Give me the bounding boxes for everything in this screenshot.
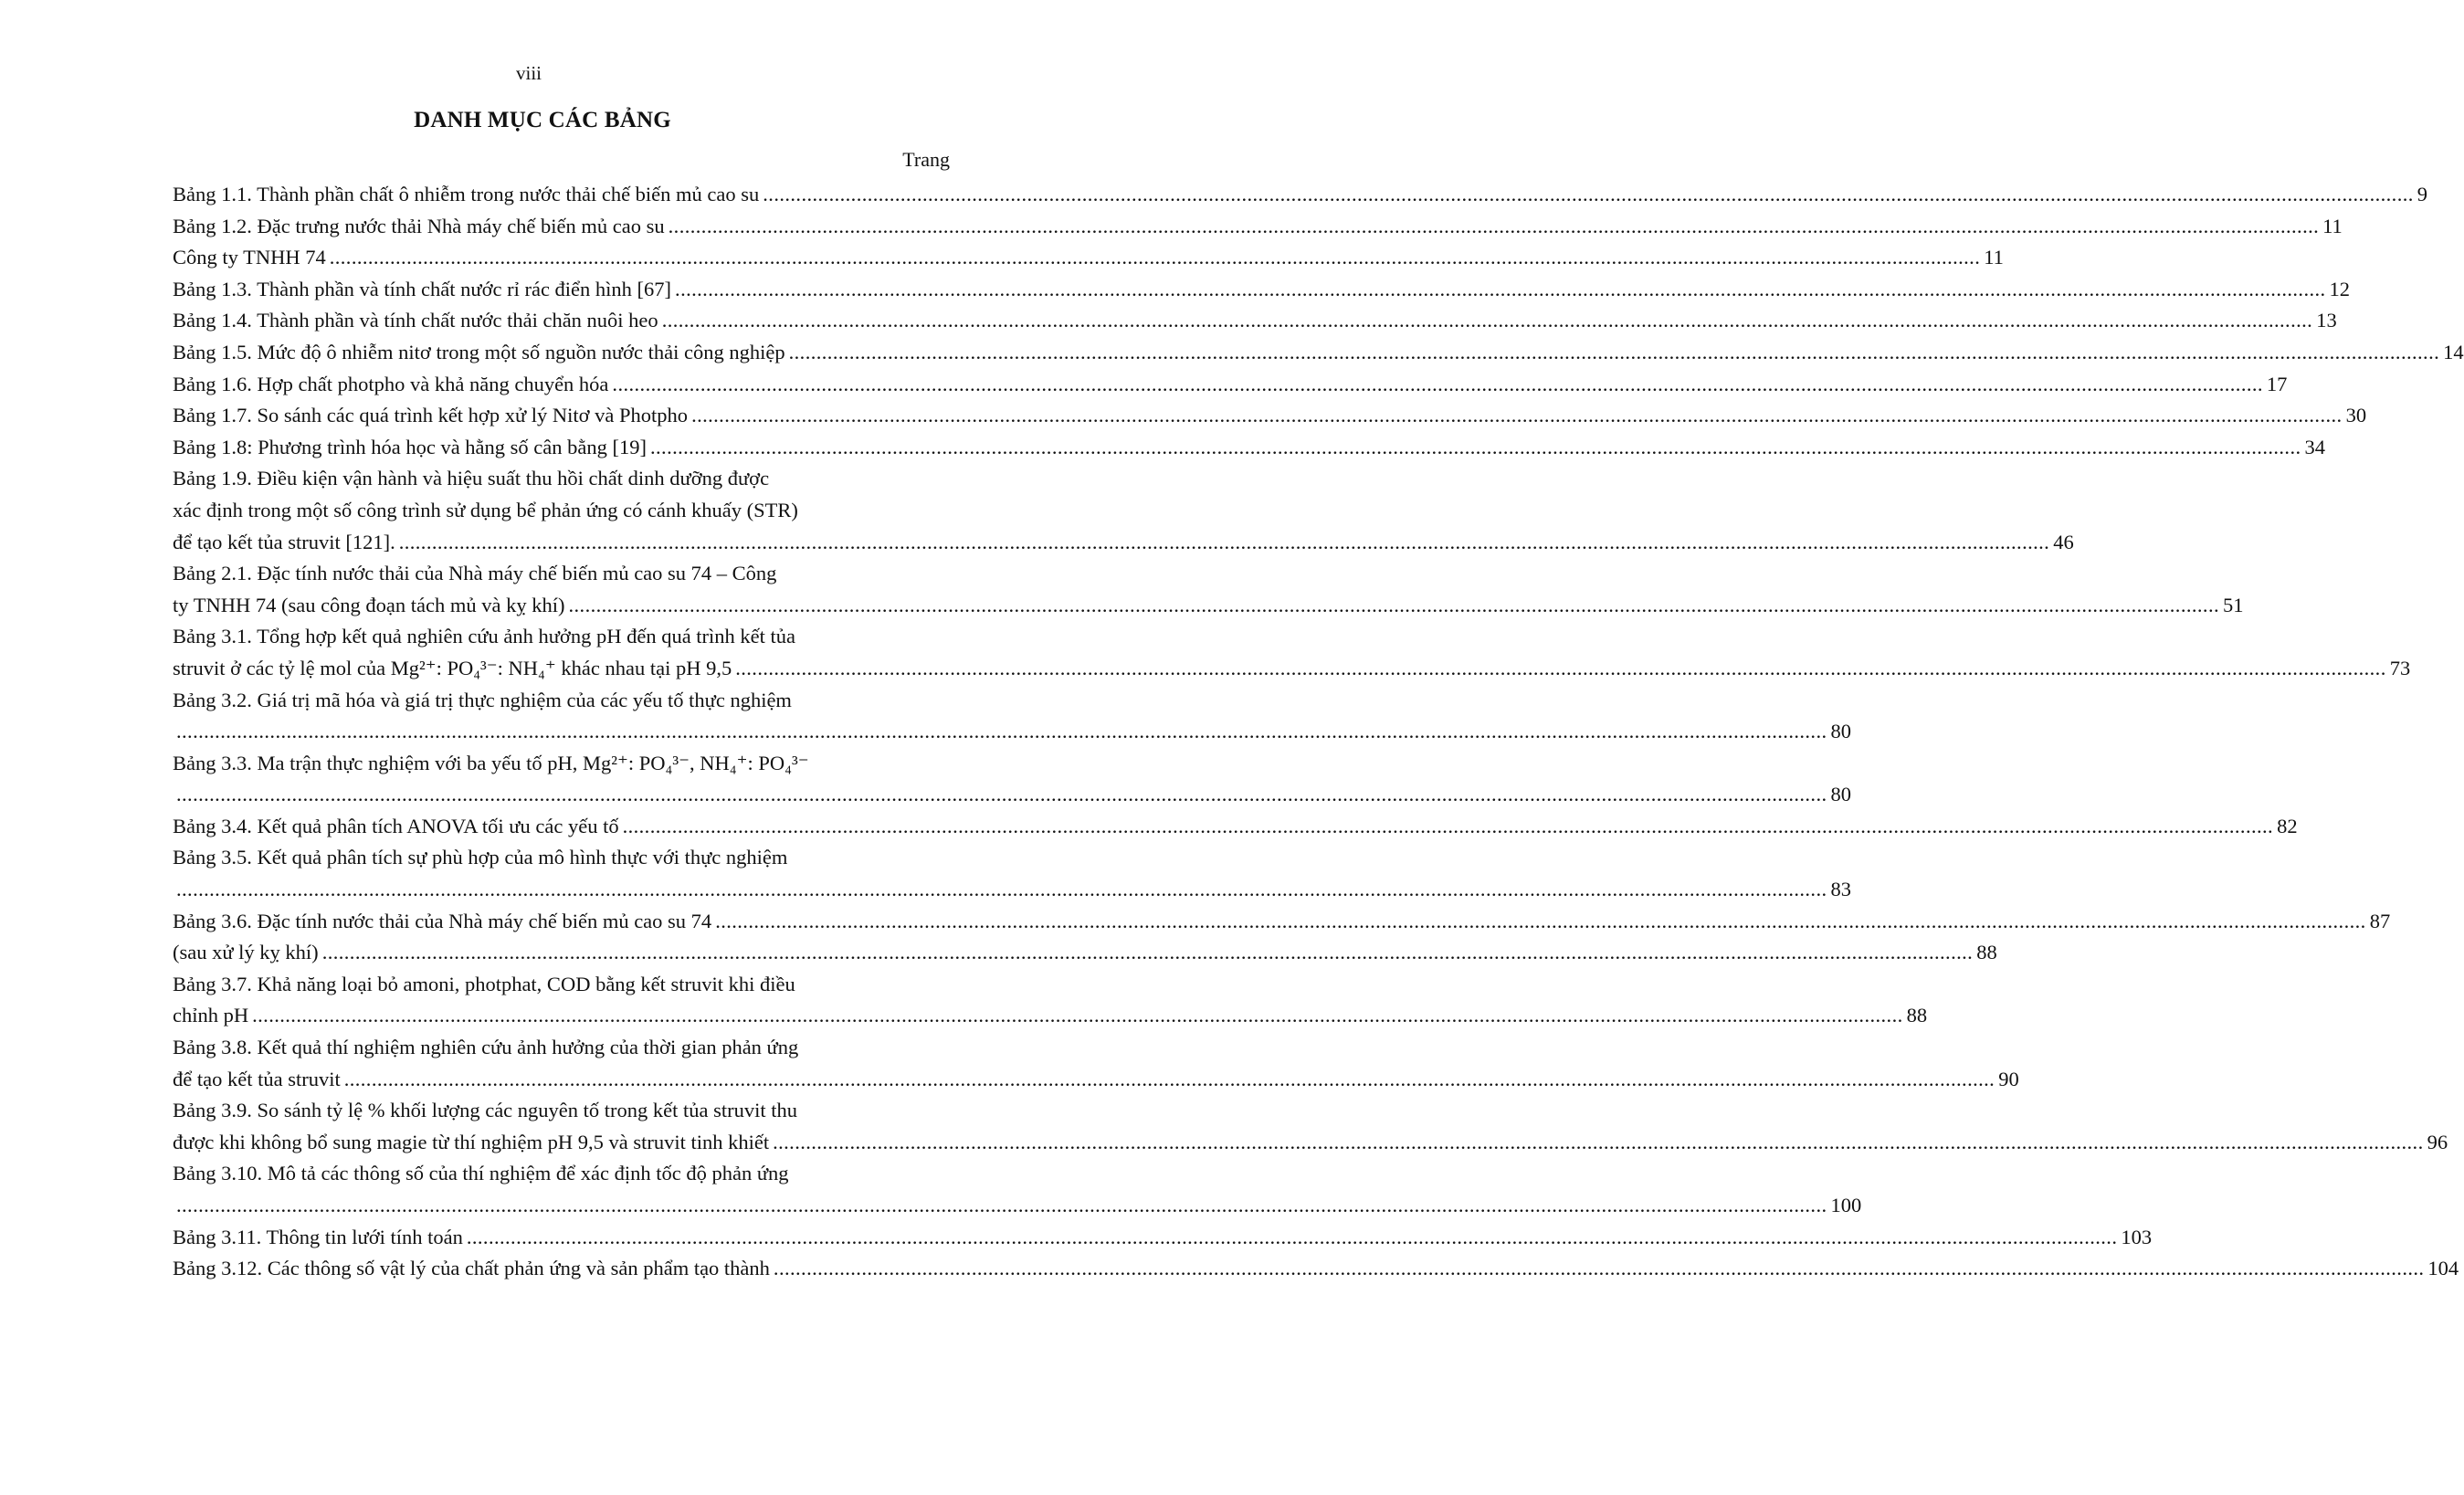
toc-page-number: 82 xyxy=(2277,814,2298,837)
dot-leader xyxy=(774,1253,2425,1285)
toc-line xyxy=(173,558,897,590)
toc-entry-text: được khi không bổ sung magie từ thí nghiệm pH 9,5 và struvit tinh khiết xyxy=(173,1130,770,1153)
toc-page-number: 12 xyxy=(2329,277,2351,300)
dot-leader xyxy=(252,1000,1903,1032)
toc-page-number: 80 xyxy=(1830,783,1851,806)
toc-line xyxy=(173,685,897,717)
dot-leader xyxy=(467,1222,2118,1254)
dot-leader xyxy=(612,369,2263,401)
toc-entry-text: để tạo kết tủa struvit [121]. xyxy=(173,530,395,553)
toc-line xyxy=(173,495,897,527)
toc-line xyxy=(173,1253,2459,1285)
toc-page-number: 88 xyxy=(1976,941,1997,964)
toc-line xyxy=(173,274,2351,306)
toc-line xyxy=(173,653,2411,685)
toc-entry-text: Bảng 1.2. Đặc trưng nước thải Nhà máy chế biến mủ cao su xyxy=(173,214,665,237)
toc-line xyxy=(173,1158,897,1190)
page-title: DANH MỤC CÁC BẢNG xyxy=(414,108,671,132)
toc-line xyxy=(173,874,1851,906)
toc-entry-text: Bảng 1.8: Phương trình hóa học và hằng số cân bằng [19] xyxy=(173,435,647,458)
toc-entry-text: Bảng 2.1. Đặc tính nước thải của Nhà máy chế biến mủ cao su 74 – Công xyxy=(173,562,777,585)
toc-entry-text: xác định trong một số công trình sử dụng bể phản ứng có cánh khuấy (STR) xyxy=(173,498,798,521)
dot-leader xyxy=(763,179,2414,211)
toc-entry-text: Bảng 3.4. Kết quả phân tích ANOVA tối ưu các yếu tố xyxy=(173,814,619,837)
toc-page-number: 87 xyxy=(2369,909,2391,932)
toc-entry-text: Công ty TNHH 74 xyxy=(173,246,326,269)
toc-entry-text: Bảng 1.7. So sánh các quá trình kết hợp xử lý Nitơ và Photpho xyxy=(173,404,689,427)
toc-entry-text: (sau xử lý kỵ khí) xyxy=(173,941,319,964)
toc-entry-text: Bảng 1.9. Điều kiện vận hành và hiệu suất thu hồi chất dinh dưỡng được xyxy=(173,467,770,490)
dot-leader xyxy=(789,337,2440,369)
toc-entry-text: Bảng 3.3. Ma trận thực nghiệm với ba yếu tố pH, Mg²⁺: PO₄³⁻, NH₄⁺: PO₄³⁻ xyxy=(173,751,809,774)
dot-leader xyxy=(691,400,2343,432)
dot-leader xyxy=(176,1190,1827,1222)
toc-entry-text: Bảng 3.6. Đặc tính nước thải của Nhà máy chế biến mủ cao su 74 xyxy=(173,909,712,932)
dot-leader xyxy=(344,1064,1995,1096)
dot-leader xyxy=(662,305,2313,337)
page-column-label: Trang xyxy=(902,148,950,171)
toc-line xyxy=(173,811,2298,843)
toc-line xyxy=(173,1000,1928,1032)
toc-line xyxy=(173,906,2391,938)
toc-line xyxy=(173,211,2343,243)
toc-line xyxy=(173,716,1851,748)
toc-entry-text: Bảng 3.11. Thông tin lưới tính toán xyxy=(173,1225,463,1248)
toc-entry-text: Bảng 1.6. Hợp chất photpho và khả năng chuyển hóa xyxy=(173,372,609,395)
toc-line xyxy=(173,748,897,780)
toc-entry-text: chỉnh pH xyxy=(173,1004,249,1027)
toc-page-number: 11 xyxy=(1984,246,2004,269)
toc-line xyxy=(173,590,2244,622)
toc-entry-text: Bảng 3.8. Kết quả thí nghiệm nghiên cứu ảnh hưởng của thời gian phản ứng xyxy=(173,1036,799,1059)
toc-page-number: 13 xyxy=(2316,309,2337,332)
toc-page-number: 9 xyxy=(2417,183,2428,205)
dot-leader xyxy=(715,906,2366,938)
toc-line xyxy=(173,369,2288,401)
toc-page-number: 103 xyxy=(2121,1225,2153,1248)
toc-page-number: 104 xyxy=(2427,1257,2459,1280)
dot-leader xyxy=(669,211,2320,243)
dot-leader xyxy=(623,811,2274,843)
toc-entry-text: Bảng 1.1. Thành phần chất ô nhiễm trong nước thải chế biến mủ cao su xyxy=(173,183,760,205)
toc-entry-text: Bảng 1.3. Thành phần và tính chất nước rỉ rác điển hình [67] xyxy=(173,277,672,300)
toc-line xyxy=(173,1127,2448,1159)
dot-leader xyxy=(569,590,2220,622)
toc-line xyxy=(173,1095,897,1127)
toc-line xyxy=(173,463,897,495)
toc-line xyxy=(173,337,2464,369)
dot-leader xyxy=(176,874,1827,906)
toc-entry-text: Bảng 1.4. Thành phần và tính chất nước thải chăn nuôi heo xyxy=(173,309,658,332)
dot-leader xyxy=(650,432,2301,464)
toc-entry-text: Bảng 3.2. Giá trị mã hóa và giá trị thực nghiệm của các yếu tố thực nghiệm xyxy=(173,688,792,711)
toc-entry-text: Bảng 3.9. So sánh tỷ lệ % khối lượng các nguyên tố trong kết tủa struvit thu xyxy=(173,1099,797,1122)
toc-line xyxy=(173,937,1997,969)
toc-page-number: 83 xyxy=(1830,878,1851,901)
toc-line xyxy=(173,779,1851,811)
table-list xyxy=(173,179,2464,1285)
toc-entry-text: Bảng 3.1. Tổng hợp kết quả nghiên cứu ảnh hưởng pH đến quá trình kết tủa xyxy=(173,625,796,648)
toc-page-number: 88 xyxy=(1906,1004,1928,1027)
toc-page-number: 30 xyxy=(2345,404,2367,427)
toc-entry-text: Bảng 3.5. Kết quả phân tích sự phù hợp của mô hình thực với thực nghiệm xyxy=(173,846,788,869)
toc-entry-text: Bảng 3.12. Các thông số vật lý của chất phản ứng và sản phẩm tạo thành xyxy=(173,1257,770,1280)
toc-page-number: 34 xyxy=(2304,435,2325,458)
toc-line xyxy=(173,432,2325,464)
toc-page-number: 90 xyxy=(1998,1067,2019,1090)
toc-line xyxy=(173,1032,897,1064)
toc-line xyxy=(173,242,2004,274)
toc-page-number: 11 xyxy=(2322,214,2343,237)
dot-leader xyxy=(675,274,2326,306)
toc-line xyxy=(173,400,2367,432)
toc-entry-text: Bảng 3.10. Mô tả các thông số của thí nghiệm để xác định tốc độ phản ứng xyxy=(173,1162,789,1185)
toc-entry-text: để tạo kết tủa struvit xyxy=(173,1067,341,1090)
dot-leader xyxy=(176,716,1827,748)
toc-page-number: 51 xyxy=(2223,593,2244,616)
toc-page-number: 100 xyxy=(1830,1194,1862,1216)
toc-entry-text: ty TNHH 74 (sau công đoạn tách mủ và kỵ khí) xyxy=(173,593,565,616)
toc-line xyxy=(173,1222,2153,1254)
toc-line xyxy=(173,621,897,653)
toc-page-number: 80 xyxy=(1830,720,1851,743)
toc-page-number: 96 xyxy=(2427,1130,2448,1153)
toc-page-number: 17 xyxy=(2266,372,2288,395)
toc-line xyxy=(173,527,2074,559)
dot-leader xyxy=(330,242,1981,274)
toc-page-number: 73 xyxy=(2389,656,2411,679)
dot-leader xyxy=(176,779,1827,811)
toc-entry-text: struvit ở các tỷ lệ mol của Mg²⁺: PO₄³⁻: NH₄⁺ khác nhau tại pH 9,5 xyxy=(173,656,732,679)
toc-line xyxy=(173,305,2337,337)
toc-page-number: 14 xyxy=(2443,340,2464,363)
dot-leader xyxy=(735,653,2386,685)
toc-line xyxy=(173,179,2428,211)
toc-entry-text: Bảng 1.5. Mức độ ô nhiễm nitơ trong một số nguồn nước thải công nghiệp xyxy=(173,340,785,363)
page-number: viii xyxy=(515,62,542,84)
toc-page-number: 46 xyxy=(2053,530,2074,553)
toc-line xyxy=(173,1064,2019,1096)
toc-line xyxy=(173,1190,1862,1222)
dot-leader xyxy=(399,527,2050,559)
dot-leader xyxy=(322,937,1974,969)
toc-entry-text: Bảng 3.7. Khả năng loại bỏ amoni, photphat, COD bằng kết struvit khi điều xyxy=(173,972,795,995)
dot-leader xyxy=(773,1127,2424,1159)
toc-line xyxy=(173,969,897,1001)
toc-line xyxy=(173,842,897,874)
